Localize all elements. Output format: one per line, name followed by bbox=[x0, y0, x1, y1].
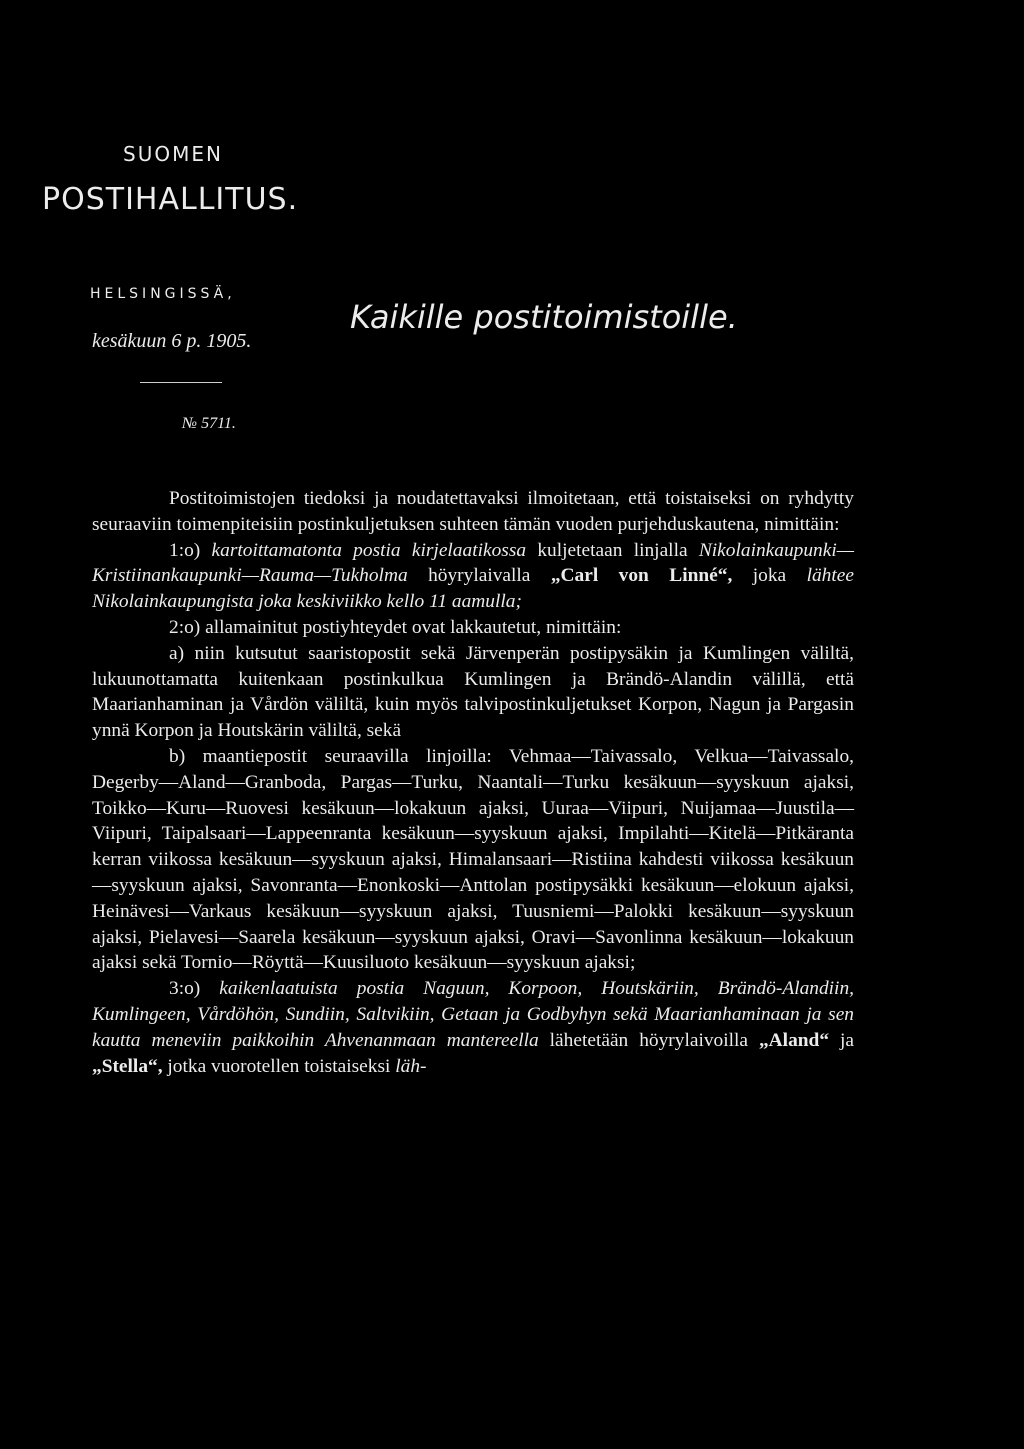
addressee: Kaikille postitoimistoille. bbox=[350, 298, 738, 336]
item-3-italic: kaikenlaatuista postia Naguun, Korpoon, Houtskäriin, Brändö-Alandiin, Kumlingeen, Vårdöhön, Sundiin, Saltvikiin, Getaan ja Godbyhyn sekä Maarianhaminaan ja sen kautta meneviin paikkoihin Ahvenanmaan mantereella bbox=[92, 978, 854, 1051]
item-3-ship-2: „Stella“, bbox=[92, 1055, 163, 1077]
item-2b-paragraph bbox=[92, 744, 854, 976]
item-3-tail: läh- bbox=[395, 1055, 427, 1077]
intro-paragraph bbox=[92, 486, 854, 538]
item-3-number: 3:o) bbox=[169, 978, 201, 1000]
intro-text: Postitoimistojen tiedoksi ja noudatettavaksi ilmoitetaan, että toistaiseksi on ryhdytty seuraaviin toimenpiteisiin postinkuljetuksen suhteen tämän vuoden purjehduskautena, nimittäin: bbox=[92, 488, 854, 535]
item-3-paragraph bbox=[92, 976, 854, 1079]
agency-name: SUOMEN bbox=[123, 142, 223, 166]
item-1-text-c: joka bbox=[752, 565, 787, 587]
place-name: HELSINGISSÄ, bbox=[90, 286, 236, 302]
item-1-departure: lähtee Nikolainkaupungista joka keskiviikko kello 11 aamulla; bbox=[92, 565, 854, 613]
item-2a-text: a) niin kutsutut saaristopostit sekä Järvenperän postipysäkin ja Kumlingen väliltä, lukuunottamatta kuitenkaan postinkulkua Kumlingen ja Brändö-Alandin välillä, että Maarianhaminan ja Vårdön väliltä, kuin myös talvipostinkuljetukset Korpon, Nagun ja Pargasin ynnä Korpon ja Houtskärin väliltä, sekä bbox=[92, 642, 854, 742]
item-3-text-a: lähetetään höyrylaivoilla bbox=[549, 1029, 748, 1051]
item-3-text-c: jotka vuorotellen toistaiseksi bbox=[167, 1055, 391, 1077]
item-2a-paragraph bbox=[92, 641, 854, 744]
document-body bbox=[92, 486, 854, 1079]
item-2b-text: b) maantiepostit seuraavilla linjoilla: Vehmaa—Taivassalo, Velkua—Taivassalo, Degerby—Aland—Granboda, Pargas—Turku, Naantali—Turku kesäkuun—syyskuun ajaksi, Toikko—Kuru—Ruovesi kesäkuun—lokakuun ajaksi, Uuraa—Viipuri, Nuijamaa—Juustila—Viipuri, Taipalsaari—Lappeenranta kesäkuun—syyskuun ajaksi, Impilahti—Kitelä—Pitkäranta kerran viikossa kesäkuun—syyskuun ajaksi, Himalansaari—Ristiina kahdesti viikossa kesäkuun—syyskuun ajaksi, Savonranta—Enonkoski—Anttolan postipysäkki kesäkuun—elokuun ajaksi, Heinävesi—Varkaus kesäkuun—syyskuun ajaksi, Tuusniemi—Palokki kesäkuun—syyskuun ajaksi, Pielavesi—Saarela kesäkuun—syyskuun ajaksi, Oravi—Savonlinna kesäkuun—lokakuun ajaksi sekä Tornio—Röyttä—Kuusiluoto kesäkuun—syyskuun ajaksi; bbox=[92, 745, 854, 974]
item-3-ship-1: „Aland“ bbox=[758, 1029, 830, 1051]
item-2-number: 2:o) bbox=[169, 616, 201, 638]
document-date: kesäkuun 6 p. 1905. bbox=[92, 330, 252, 352]
item-1-mail-type: kartoittamatonta postia kirjelaatikossa bbox=[211, 539, 527, 561]
item-1-number: 1:o) bbox=[169, 539, 201, 561]
item-1-text-b: höyrylaivalla bbox=[428, 565, 531, 587]
item-2-text: allamainitut postiyhteydet ovat lakkautetut, nimittäin: bbox=[205, 616, 622, 638]
item-2-paragraph bbox=[92, 615, 854, 641]
item-1-ship-name: „Carl von Linné“, bbox=[550, 565, 733, 587]
document-number: № 5711. bbox=[182, 415, 236, 432]
item-1-route: Nikolainkaupunki—Kristiinankaupunki—Rauma—Tukholma bbox=[92, 539, 854, 587]
item-1-paragraph bbox=[92, 538, 854, 615]
item-3-text-b: ja bbox=[840, 1029, 855, 1051]
header-divider bbox=[140, 382, 222, 383]
item-1-text-a: kuljetetaan linjalla bbox=[537, 539, 688, 561]
page-title: POSTIHALLITUS. bbox=[42, 182, 299, 217]
